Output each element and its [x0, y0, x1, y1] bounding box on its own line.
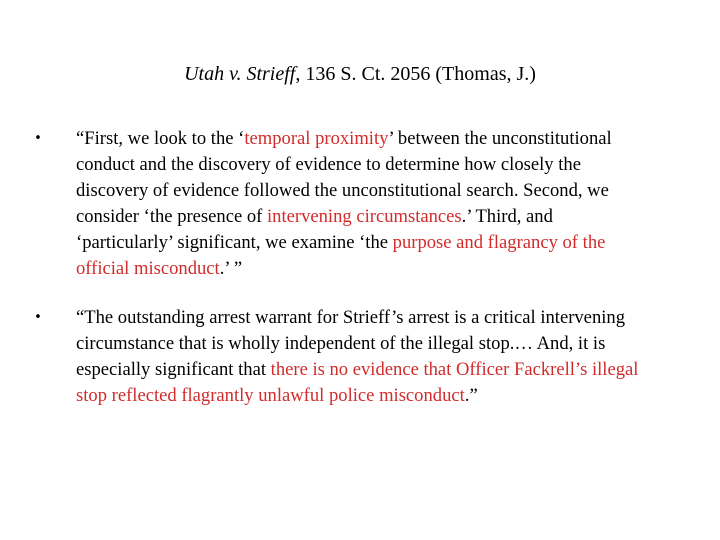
highlighted-phrase: stop reflected flagrantly unlawful police misconduct: [76, 385, 465, 406]
quote-line: [76, 357, 692, 383]
quote-text: [76, 126, 692, 282]
quote-line: [76, 383, 692, 409]
quote-line: [76, 178, 692, 204]
quote-segment: especially significant that: [76, 359, 271, 380]
quote-line: [76, 152, 692, 178]
quote-segment: ’ between the unconstitutional: [388, 128, 612, 149]
quote-segment: ‘particularly’ significant, we examine ‘the: [76, 232, 393, 253]
quote-line: [76, 305, 692, 331]
quote-segment: .”: [464, 385, 478, 406]
quote-line: [76, 256, 692, 282]
quote-line: [76, 126, 692, 152]
quote-segment: circumstance that is wholly independent of the illegal stop.… And, it is: [76, 333, 606, 354]
highlighted-phrase: temporal proximity: [244, 128, 389, 149]
highlighted-phrase: purpose and flagrancy of the: [392, 232, 606, 253]
highlighted-phrase: there is no evidence that Officer Fackrell’s illegal: [270, 359, 639, 380]
quote-line: [76, 230, 692, 256]
quote-bullet-1: [34, 126, 692, 282]
case-citation: , 136 S. Ct. 2056 (Thomas, J.): [295, 63, 536, 85]
quote-bullet-2: [34, 305, 692, 409]
quote-line: [76, 331, 692, 357]
case-name: Utah v. Strieff: [184, 63, 296, 85]
quote-segment: “The outstanding arrest warrant for Strieff’s arrest is a critical intervening: [76, 307, 625, 328]
quote-text: [76, 305, 692, 409]
slide-title: [0, 60, 720, 88]
quote-segment: .’ Third, and: [461, 206, 553, 227]
quote-segment: .’ ”: [219, 258, 243, 279]
bullet-icon: •: [34, 131, 42, 146]
quote-segment: discovery of evidence followed the unconstitutional search. Second, we: [76, 180, 609, 201]
quote-line: [76, 204, 692, 230]
highlighted-phrase: official misconduct: [76, 258, 220, 279]
quote-segment: “First, we look to the ‘: [76, 128, 245, 149]
bullet-icon: •: [34, 310, 42, 325]
quote-segment: conduct and the discovery of evidence to determine how closely the: [76, 154, 581, 175]
highlighted-phrase: intervening circumstances: [267, 206, 462, 227]
quote-segment: consider ‘the presence of: [76, 206, 268, 227]
